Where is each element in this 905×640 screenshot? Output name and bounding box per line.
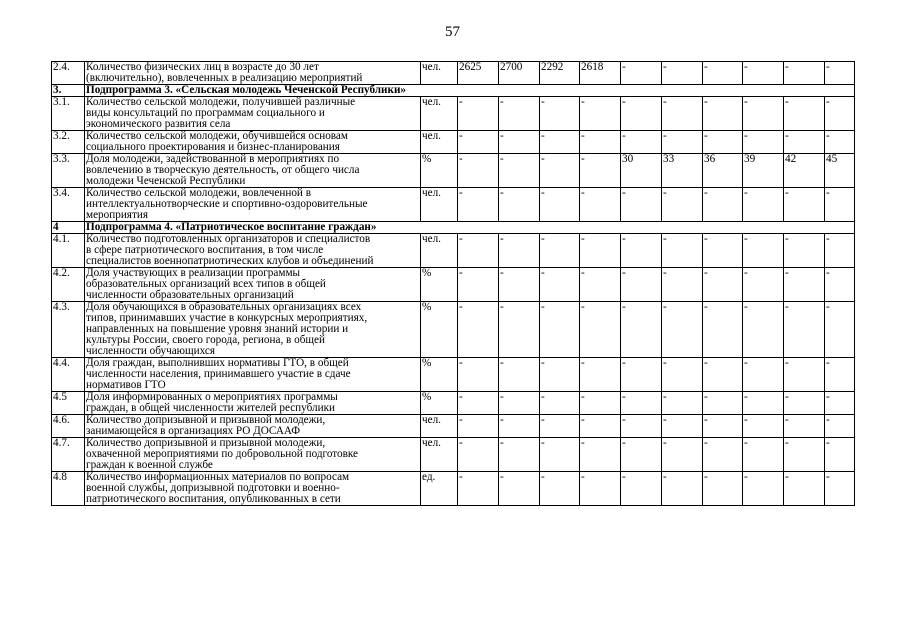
item-number: 3.2. — [52, 131, 85, 154]
value-cell: - — [703, 392, 743, 415]
value-cell: - — [540, 97, 580, 131]
value-cell: - — [662, 97, 703, 131]
table-row — [52, 268, 855, 302]
value-cell: - — [499, 392, 540, 415]
value-cell: - — [621, 234, 662, 268]
value-cell: - — [458, 392, 499, 415]
indicator-line: Количество допризывной и призывной молодежи, — [86, 414, 326, 426]
item-number: 2.4. — [52, 62, 85, 85]
value-cell: - — [784, 268, 825, 302]
value-cell: - — [580, 302, 621, 358]
unit-cell: чел. — [421, 234, 458, 268]
value-cell: - — [703, 268, 743, 302]
value-cell: - — [580, 472, 621, 506]
indicator-line: Доля информированных о мероприятиях программы — [86, 391, 338, 403]
unit-cell: % — [421, 268, 458, 302]
section-number: 4 — [52, 222, 85, 234]
value-cell: - — [662, 438, 703, 472]
value-cell: - — [621, 415, 662, 438]
value-cell: - — [825, 392, 855, 415]
item-number: 4.6. — [52, 415, 85, 438]
value-cell: - — [784, 438, 825, 472]
indicator-name — [85, 302, 421, 358]
item-number: 4.7. — [52, 438, 85, 472]
section-title: Подпрограмма 4. «Патриотическое воспитание граждан» — [85, 222, 855, 234]
table-row — [52, 154, 855, 188]
indicator-line: патриотического воспитания, опубликованных в сети — [86, 493, 341, 505]
value-cell: - — [825, 97, 855, 131]
value-cell: - — [743, 415, 784, 438]
indicator-line: образовательных организаций всех типов в общей — [86, 278, 326, 290]
table-row — [52, 358, 855, 392]
value-cell: - — [825, 438, 855, 472]
table-row — [52, 131, 855, 154]
value-cell: - — [580, 234, 621, 268]
value-cell: - — [743, 131, 784, 154]
page-number: 57 — [445, 24, 460, 40]
item-number: 3.4. — [52, 188, 85, 222]
value-cell: - — [458, 415, 499, 438]
section-title: Подпрограмма 3. «Сельская молодежь Чеченской Республики» — [85, 85, 855, 97]
item-number: 4.3. — [52, 302, 85, 358]
value-cell: - — [499, 438, 540, 472]
value-cell: - — [499, 472, 540, 506]
value-cell: - — [458, 268, 499, 302]
unit-cell: чел. — [421, 97, 458, 131]
indicator-name — [85, 97, 421, 131]
indicator-line: типов, принимавших участие в конкурсных мероприятиях, — [86, 312, 368, 324]
value-cell: - — [458, 472, 499, 506]
indicator-line: социального проектирования и бизнес-планирования — [86, 141, 340, 153]
value-cell: - — [540, 131, 580, 154]
value-cell: - — [499, 154, 540, 188]
table-row — [52, 438, 855, 472]
indicator-line: охваченной мероприятиями по добровольной подготовке — [86, 448, 359, 460]
value-cell: - — [458, 358, 499, 392]
value-cell: - — [703, 188, 743, 222]
value-cell: - — [662, 188, 703, 222]
value-cell: - — [703, 234, 743, 268]
value-cell: - — [621, 472, 662, 506]
table-row — [52, 62, 855, 85]
value-cell: 33 — [662, 154, 703, 188]
indicator-line: Доля участвующих в реализации программы — [86, 267, 301, 279]
indicators-table — [51, 61, 855, 506]
indicator-line: занимающейся в организациях РО ДОСААФ — [86, 425, 301, 437]
value-cell: - — [540, 302, 580, 358]
indicator-line: культуры России, своего города, региона, в общей — [86, 334, 325, 346]
indicator-name — [85, 154, 421, 188]
indicator-line: Доля молодежи, задействованной в мероприятиях по — [86, 153, 340, 165]
indicator-name — [85, 62, 421, 85]
value-cell: - — [540, 358, 580, 392]
value-cell: - — [458, 438, 499, 472]
value-cell: - — [743, 268, 784, 302]
value-cell: - — [662, 472, 703, 506]
value-cell: - — [621, 392, 662, 415]
value-cell: - — [784, 97, 825, 131]
value-cell: 39 — [743, 154, 784, 188]
value-cell: - — [825, 472, 855, 506]
value-cell: - — [825, 131, 855, 154]
indicator-name — [85, 131, 421, 154]
indicator-line: граждан, в общей численности жителей республики — [86, 402, 336, 414]
indicator-name — [85, 415, 421, 438]
indicator-line: виды консультаций по программам социального и — [86, 107, 325, 119]
value-cell: - — [621, 358, 662, 392]
value-cell: - — [703, 358, 743, 392]
unit-cell: % — [421, 358, 458, 392]
table-row — [52, 392, 855, 415]
value-cell: - — [662, 415, 703, 438]
indicator-name — [85, 438, 421, 472]
value-cell: - — [743, 188, 784, 222]
unit-cell: чел. — [421, 131, 458, 154]
indicator-line: Количество подготовленных организаторов и специалистов — [86, 233, 371, 245]
unit-cell: ед. — [421, 472, 458, 506]
value-cell: - — [743, 438, 784, 472]
indicator-line: численности образовательных организаций — [86, 289, 294, 301]
indicator-line: Количество физических лиц в возрасте до 30 лет — [86, 61, 319, 73]
value-cell: - — [784, 415, 825, 438]
value-cell: - — [499, 131, 540, 154]
value-cell: - — [580, 154, 621, 188]
value-cell: - — [784, 62, 825, 85]
indicator-line: молодежи Чеченской Республики — [86, 175, 246, 187]
value-cell: - — [743, 392, 784, 415]
value-cell: - — [580, 188, 621, 222]
value-cell: - — [621, 302, 662, 358]
value-cell: - — [784, 188, 825, 222]
value-cell: - — [621, 188, 662, 222]
indicator-name — [85, 472, 421, 506]
value-cell: - — [540, 392, 580, 415]
value-cell: - — [743, 97, 784, 131]
value-cell: - — [784, 131, 825, 154]
value-cell: - — [825, 358, 855, 392]
value-cell: - — [703, 472, 743, 506]
item-number: 4.5 — [52, 392, 85, 415]
value-cell: 2618 — [580, 62, 621, 85]
value-cell: - — [580, 97, 621, 131]
value-cell: - — [662, 62, 703, 85]
value-cell: 2292 — [540, 62, 580, 85]
value-cell: - — [580, 131, 621, 154]
value-cell: - — [703, 415, 743, 438]
indicator-line: численности обучающихся — [86, 345, 215, 357]
value-cell: - — [580, 415, 621, 438]
value-cell: - — [784, 472, 825, 506]
table-row — [52, 188, 855, 222]
item-number: 3.1. — [52, 97, 85, 131]
value-cell: - — [458, 131, 499, 154]
value-cell: - — [825, 415, 855, 438]
value-cell: - — [703, 97, 743, 131]
indicator-line: в сфере патриотического воспитания, в том числе — [86, 244, 324, 256]
value-cell: - — [580, 358, 621, 392]
value-cell: - — [540, 472, 580, 506]
value-cell: - — [825, 188, 855, 222]
indicator-line: Количество информационных материалов по вопросам — [86, 471, 350, 483]
unit-cell: % — [421, 302, 458, 358]
value-cell: - — [458, 234, 499, 268]
value-cell: - — [540, 415, 580, 438]
value-cell: - — [743, 234, 784, 268]
value-cell: - — [784, 392, 825, 415]
indicator-line: экономического развития села — [86, 118, 231, 130]
value-cell: - — [784, 302, 825, 358]
indicator-name — [85, 188, 421, 222]
indicator-line: вовлечению в творческую деятельность, от общего числа — [86, 164, 360, 176]
value-cell: - — [580, 438, 621, 472]
value-cell: - — [662, 392, 703, 415]
section-row — [52, 85, 855, 97]
table-body — [52, 62, 855, 506]
indicator-line: численности населения, принимавшего участие в сдаче — [86, 368, 351, 380]
indicator-line: Количество сельской молодежи, обучившейся основам — [86, 130, 348, 142]
value-cell: - — [662, 268, 703, 302]
indicator-line: специалистов военнопатриотических клубов и объединений — [86, 255, 374, 267]
indicator-line: направленных на повышение уровня знаний истории и — [86, 323, 349, 335]
indicator-line: Количество сельской молодежи, получившей различные — [86, 96, 356, 108]
item-number: 4.2. — [52, 268, 85, 302]
value-cell: - — [621, 268, 662, 302]
indicator-line: военной службы, допризывной подготовки и военно- — [86, 482, 340, 494]
value-cell: - — [703, 62, 743, 85]
indicator-line: нормативов ГТО — [86, 379, 166, 391]
value-cell: - — [743, 472, 784, 506]
value-cell: 45 — [825, 154, 855, 188]
unit-cell: % — [421, 392, 458, 415]
value-cell: - — [784, 358, 825, 392]
value-cell: - — [499, 302, 540, 358]
value-cell: 2625 — [458, 62, 499, 85]
indicator-line: Доля граждан, выполнивших нормативы ГТО, в общей — [86, 357, 349, 369]
indicator-line: Доля обучающихся в образовательных организациях всех — [86, 301, 362, 313]
value-cell: - — [540, 268, 580, 302]
indicator-name — [85, 392, 421, 415]
value-cell: - — [825, 302, 855, 358]
indicator-line: граждан к военной службе — [86, 459, 213, 471]
value-cell: - — [825, 62, 855, 85]
value-cell: - — [499, 234, 540, 268]
unit-cell: чел. — [421, 188, 458, 222]
value-cell: - — [621, 438, 662, 472]
value-cell: - — [458, 302, 499, 358]
value-cell: 36 — [703, 154, 743, 188]
section-row — [52, 222, 855, 234]
value-cell: - — [662, 302, 703, 358]
value-cell: - — [743, 302, 784, 358]
value-cell: - — [621, 131, 662, 154]
indicator-line: Количество сельской молодежи, вовлеченной в — [86, 187, 311, 199]
value-cell: - — [703, 302, 743, 358]
value-cell: - — [825, 268, 855, 302]
value-cell: - — [621, 97, 662, 131]
value-cell: - — [458, 188, 499, 222]
value-cell: - — [540, 154, 580, 188]
value-cell: - — [703, 131, 743, 154]
value-cell: - — [499, 415, 540, 438]
value-cell: - — [580, 268, 621, 302]
value-cell: - — [540, 234, 580, 268]
table-row — [52, 302, 855, 358]
value-cell: - — [784, 234, 825, 268]
indicator-line: (включительно), вовлеченных в реализацию мероприятий — [86, 72, 363, 84]
value-cell: - — [499, 358, 540, 392]
indicator-line: мероприятия — [86, 209, 148, 221]
item-number: 4.4. — [52, 358, 85, 392]
item-number: 4.1. — [52, 234, 85, 268]
value-cell: 2700 — [499, 62, 540, 85]
unit-cell: % — [421, 154, 458, 188]
value-cell: - — [499, 97, 540, 131]
table-row — [52, 234, 855, 268]
indicator-line: Количество допризывной и призывной молодежи, — [86, 437, 326, 449]
value-cell: - — [499, 268, 540, 302]
section-number: 3. — [52, 85, 85, 97]
value-cell: - — [458, 97, 499, 131]
value-cell: - — [743, 358, 784, 392]
unit-cell: чел. — [421, 62, 458, 85]
unit-cell: чел. — [421, 438, 458, 472]
value-cell: - — [499, 188, 540, 222]
table-row — [52, 415, 855, 438]
value-cell: - — [662, 131, 703, 154]
item-number: 4.8 — [52, 472, 85, 506]
table-row — [52, 472, 855, 506]
value-cell: - — [703, 438, 743, 472]
table-row — [52, 97, 855, 131]
indicator-name — [85, 358, 421, 392]
value-cell: - — [580, 392, 621, 415]
value-cell: - — [621, 62, 662, 85]
indicator-name — [85, 234, 421, 268]
value-cell: - — [743, 62, 784, 85]
value-cell: - — [540, 188, 580, 222]
unit-cell: чел. — [421, 415, 458, 438]
value-cell: - — [458, 154, 499, 188]
value-cell: - — [825, 234, 855, 268]
value-cell: - — [662, 358, 703, 392]
value-cell: - — [662, 234, 703, 268]
indicator-name — [85, 268, 421, 302]
value-cell: 30 — [621, 154, 662, 188]
item-number: 3.3. — [52, 154, 85, 188]
indicator-line: интеллектуальнотворческие и спортивно-оздоровительные — [86, 198, 368, 210]
value-cell: 42 — [784, 154, 825, 188]
value-cell: - — [540, 438, 580, 472]
